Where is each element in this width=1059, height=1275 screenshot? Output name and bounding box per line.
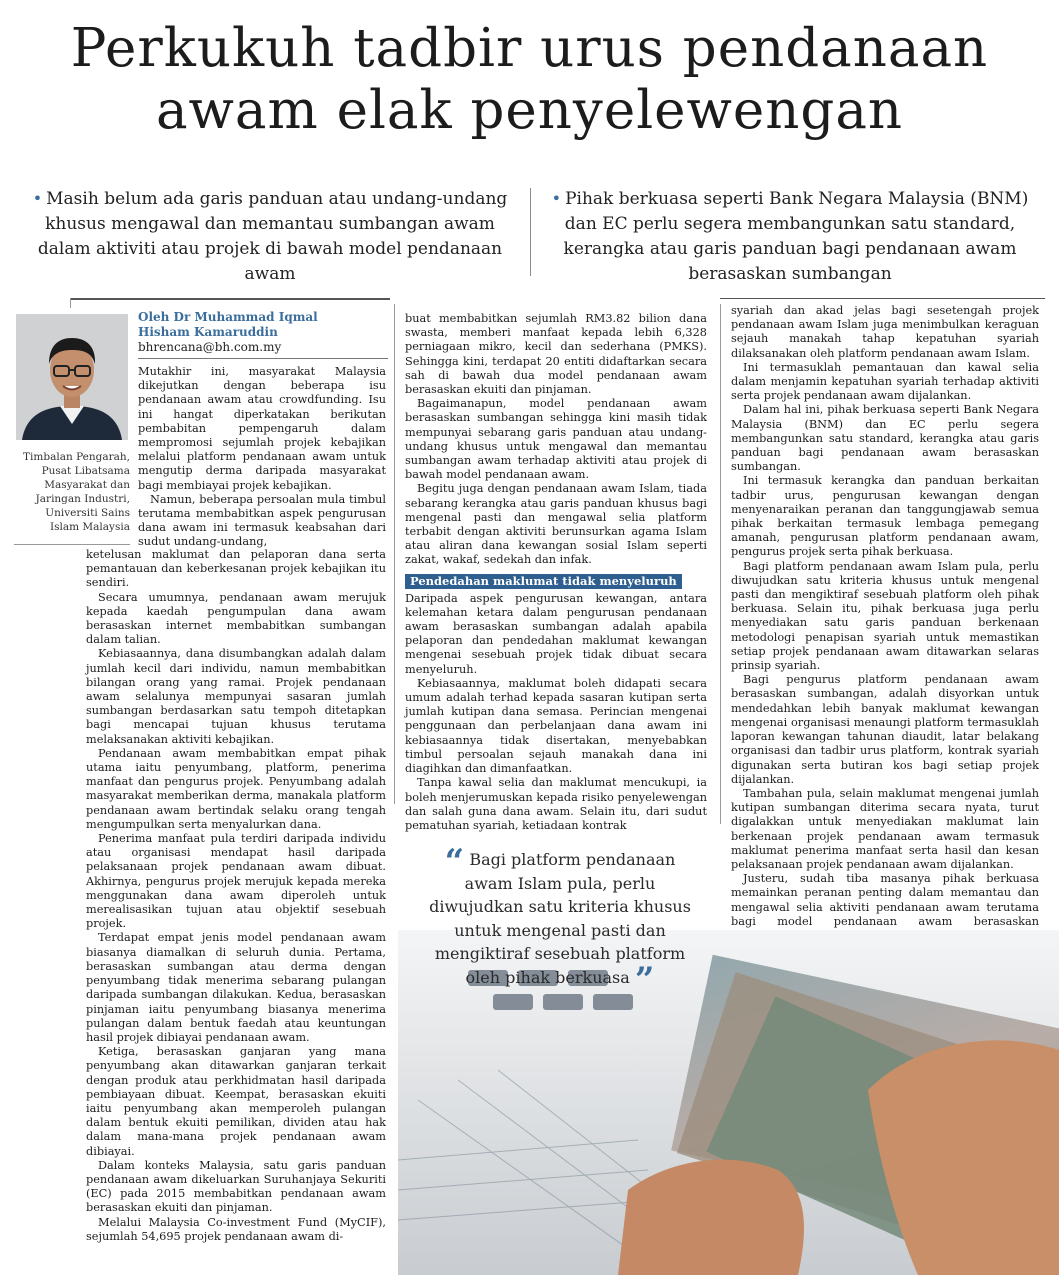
paragraph: Bagi pengurus platform pendanaan awam berasaskan sumbangan, adalah disyorkan untuk mendedahkan lebih banyak maklumat kewangan mengenai organisasi menaungi platform termasuklah laporan kewangan tahunan diaudit, latar belakang organisasi dan tadbir urus platform, kontrak syariah digunakan serta butiran kos bagi setiap projek dijalankan. — [731, 673, 1039, 786]
paragraph: Tambahan pula, selain maklumat mengenai jumlah kutipan sumbangan diterima secara nyata, turut digalakkan untuk menyediakan maklumat lain berkenaan projek pendanaan awam termasuk maklumat penerima manfaat serta hasil dan kesan pelaksanaan projek pendanaan awam dijalankan. — [731, 786, 1039, 871]
standfirst — [30, 186, 1030, 282]
bullet-icon: • — [551, 189, 562, 208]
paragraph: Ini termasuklah pemantauan dan kawal selia dalam menjamin kepatuhan syariah terhadap aktiviti serta projek pendanaan awam dijalankan. — [731, 360, 1039, 403]
paragraph: Mutakhir ini, masyarakat Malaysia dikejutkan dengan beberapa isu pendanaan awam atau crowdfunding. Isu ini hangat diperkatakan berikutan pembabitan pempengaruh dalam mempromosi sejumlah projek kebajikan melalui platform pendanaan awam untuk mengutip derma daripada masyarakat bagi membiayai projek kebajikan. — [138, 365, 386, 492]
headline — [0, 18, 1059, 142]
article-column-3 — [731, 304, 1039, 943]
byline-rule — [138, 358, 388, 359]
author-caption: Timbalan Pengarah, Pusat Libatsama Masyarakat dan Jaringan Industri, Universiti Sains Islam Malaysia — [23, 451, 130, 533]
top-rule-left — [70, 298, 390, 300]
paragraph: Kebiasaannya, maklumat boleh didapati secara umum adalah terhad kepada sasaran kutipan serta jumlah kutipan dana semasa. Perincian mengenai penggunaan dan perbelanjaan dana awam ini kebiasaannya tidak disertakan, menyebabkan timbul persoalan sejauh manakah dana ini diagihkan dan dimanfaatkan. — [405, 676, 707, 776]
paragraph: Namun, beberapa persoalan mula timbul terutama membabitkan aspek pengurusan dana awam ini termasuk keabsahan dari sudut undang-undang, — [138, 492, 386, 549]
author-email[interactable]: bhrencana@bh.com.my — [138, 340, 282, 354]
paragraph: Tanpa kawal selia dan maklumat mencukupi, ia boleh menjerumuskan kepada risiko penyelewengan dan salah guna dana awam. Selain itu, dari sudut pematuhan syariah, ketiadaan kontrak — [405, 776, 707, 832]
paragraph: Penerima manfaat pula terdiri daripada individu atau organisasi mendapat hasil daripada pelaksanaan projek pendanaan awam dibuat. Akhirnya, pengurus projek merujuk kepada mereka menggunakan dana awam diperoleh untuk merealisasikan tujuan atau objektif sesebuah projek. — [86, 832, 386, 931]
pull-quote — [420, 842, 700, 1000]
author-name-line-1: Oleh Dr Muhammad Iqmal — [138, 310, 318, 324]
byline — [138, 310, 388, 355]
paragraph: Secara umumnya, pendanaan awam merujuk kepada kaedah pengumpulan dana awam berasaskan internet membabitkan sumbangan dalam talian. — [86, 590, 386, 647]
standfirst-left-text: Masih belum ada garis panduan atau undang-undang khusus mengawal dan memantau sumbangan awam dalam aktiviti atau projek di bawah model pendanaan awam — [37, 189, 508, 284]
column-divider-1 — [394, 304, 395, 804]
left-frame-line — [70, 298, 71, 308]
paragraph: Pendanaan awam membabitkan empat pihak utama iaitu penyumbang, platform, penerima manfaat dan pengurus projek. Penyumbang adalah masyarakat memberikan derma, manakala platform pendanaan awam bertindak selaku orang tengah mengumpulkan serta menyalurkan dana. — [86, 746, 386, 831]
standfirst-right-text: Pihak berkuasa seperti Bank Negara Malaysia (BNM) dan EC perlu segera membangunkan satu standard, kerangka atau garis panduan bagi pendanaan awam berasaskan sumbangan — [563, 189, 1029, 284]
author-portrait-illustration — [16, 314, 128, 440]
open-quote-icon: “ — [444, 842, 465, 882]
paragraph: Begitu juga dengan pendanaan awam Islam, tiada sebarang kerangka atau garis panduan khusus bagi mengenal pasti dan mengawal selia platform terbabit dengan aktiviti berunsurkan agama Islam atau aliran dana kewangan sosial Islam seperti zakat, wakaf, sedekah dan infak. — [405, 482, 707, 567]
paragraph: Kebiasaannya, dana disumbangkan adalah dalam jumlah kecil dari individu, namun membabitkan bilangan orang yang ramai. Projek pendanaan awam selalunya mempunyai sasaran jumlah sumbangan berdasarkan satu tempoh ditetapkan bagi mencapai tujuan khusus terutama melaksanakan aktiviti kebajikan. — [86, 647, 386, 746]
paragraph: Ini termasuk kerangka dan panduan berkaitan tadbir urus, pengurusan kewangan dengan menyenaraikan peranan dan tanggungjawab semua pihak berkaitan termasuk lembaga pemegang amanah, pengurusan platform pendanaan awam, pengurus projek serta pihak berkuasa. — [731, 474, 1039, 559]
paragraph: Dalam hal ini, pihak berkuasa seperti Bank Negara Malaysia (BNM) dan EC perlu segera membangunkan satu standard, kerangka atau garis panduan bagi pendanaan awam berasaskan sumbangan. — [731, 403, 1039, 474]
paragraph: syariah dan akad jelas bagi sesetengah projek pendanaan awam Islam juga menimbulkan keraguan sejauh manakah tahap kepatuhan syariah dilaksanakan oleh platform pendanaan awam Islam. — [731, 304, 1039, 360]
top-rule-right — [720, 298, 1045, 299]
paragraph: Melalui Malaysia Co-investment Fund (MyCIF), sejumlah 54,695 projek pendanaan awam di- — [86, 1215, 386, 1243]
author-name-line-2: Hisham Kamaruddin — [138, 325, 278, 339]
standfirst-right — [550, 186, 1030, 287]
paragraph: buat membabitkan sejumlah RM3.82 bilion dana swasta, memberi manfaat kepada lebih 6,328 perniagaan mikro, kecil dan sederhana (PMKS). Sehingga kini, terdapat 20 entiti didaftarkan secara sah di bawah dua model pendanaan awam berasaskan ekuiti dan pinjaman. — [405, 312, 707, 397]
standfirst-divider — [530, 188, 531, 276]
paragraph: Bagi platform pendanaan awam Islam pula, perlu diwujudkan satu kriteria khusus untuk mengenal pasti dan mengiktiraf sesebuah platform oleh pihak berkuasa. Selain itu, pihak berkuasa juga perlu menyediakan satu garis panduan berkenaan metodologi penapisan syariah untuk memastikan setiap projek pendanaan awam ditawarkan selaras prinsip syariah. — [731, 559, 1039, 673]
close-quote-icon: ” — [634, 959, 655, 1000]
article-column-1-top — [138, 365, 386, 550]
caption-rule — [14, 544, 130, 545]
paragraph: Terdapat empat jenis model pendanaan awam biasanya diamalkan di seluruh dunia. Pertama, berasaskan sumbangan atau derma dengan penyumbang tidak menerima sebarang pulangan daripada sumbangan dilakukan. Kedua, berasaskan pinjaman iaitu penyumbang biasanya menerima pulangan dalam bentuk faedah atau keuntungan hasil projek dibiayai pendanaan awam. — [86, 931, 386, 1044]
column-divider-2 — [720, 304, 721, 824]
standfirst-left — [30, 186, 510, 287]
headline-line-2: awam elak penyelewengan — [155, 80, 904, 141]
paragraph: Dalam konteks Malaysia, satu garis panduan pendanaan awam dikeluarkan Suruhanjaya Sekuriti (EC) pada 2015 membabitkan pendanaan awam berasaskan ekuiti dan pinjaman. — [86, 1158, 386, 1215]
section-subheading: Pendedahan maklumat tidak menyeluruh — [405, 574, 682, 589]
paragraph: Justeru, sudah tiba masanya pihak berkuasa memainkan peranan penting dalam memantau dan mengawal selia aktiviti pendanaan awam terutama bagi model pendanaan awam berasaskan — [731, 872, 1039, 928]
paragraph: Ketiga, berasaskan ganjaran yang mana penyumbang akan ditawarkan ganjaran terkait dengan produk atau perkhidmatan hasil daripada pembiayaan dibuat. Keempat, berasaskan ekuiti iaitu penyumbang akan memperoleh pulangan dalam bentuk ekuiti pemilikan, dividen atau hak dalam mana-mana projek pendanaan awam dibiayai. — [86, 1045, 386, 1158]
bullet-icon: • — [32, 189, 43, 208]
paragraph: Bagaimanapun, model pendanaan awam berasaskan sumbangan sehingga kini masih tidak mempunyai sebarang garis panduan atau undang-undang khusus untuk mengawal dan memantau sumbangan awam terhadap aktiviti atau projek di bawah model pendanaan awam. — [405, 397, 707, 482]
pull-quote-text: Bagi platform pendanaan awam Islam pula, perlu diwujudkan satu kriteria khusus untuk mengenal pasti dan mengiktiraf sesebuah platform oleh pihak berkuasa — [429, 850, 691, 987]
author-photo — [16, 314, 128, 440]
paragraph: ketelusan maklumat dan pelaporan dana serta pemantauan dan keberkesanan projek kebajikan itu sendiri. — [86, 548, 386, 590]
article-column-2 — [405, 312, 707, 833]
headline-line-1: Perkukuh tadbir urus pendanaan — [70, 18, 989, 79]
paragraph: Daripada aspek pengurusan kewangan, antara kelemahan ketara dalam pengurusan pendanaan awam berasaskan sumbangan adalah apabila pelaporan dan pendedahan maklumat kewangan mengenai sesebuah projek tidak dibuat secara menyeluruh. — [405, 591, 707, 676]
article-column-1 — [86, 548, 386, 1244]
